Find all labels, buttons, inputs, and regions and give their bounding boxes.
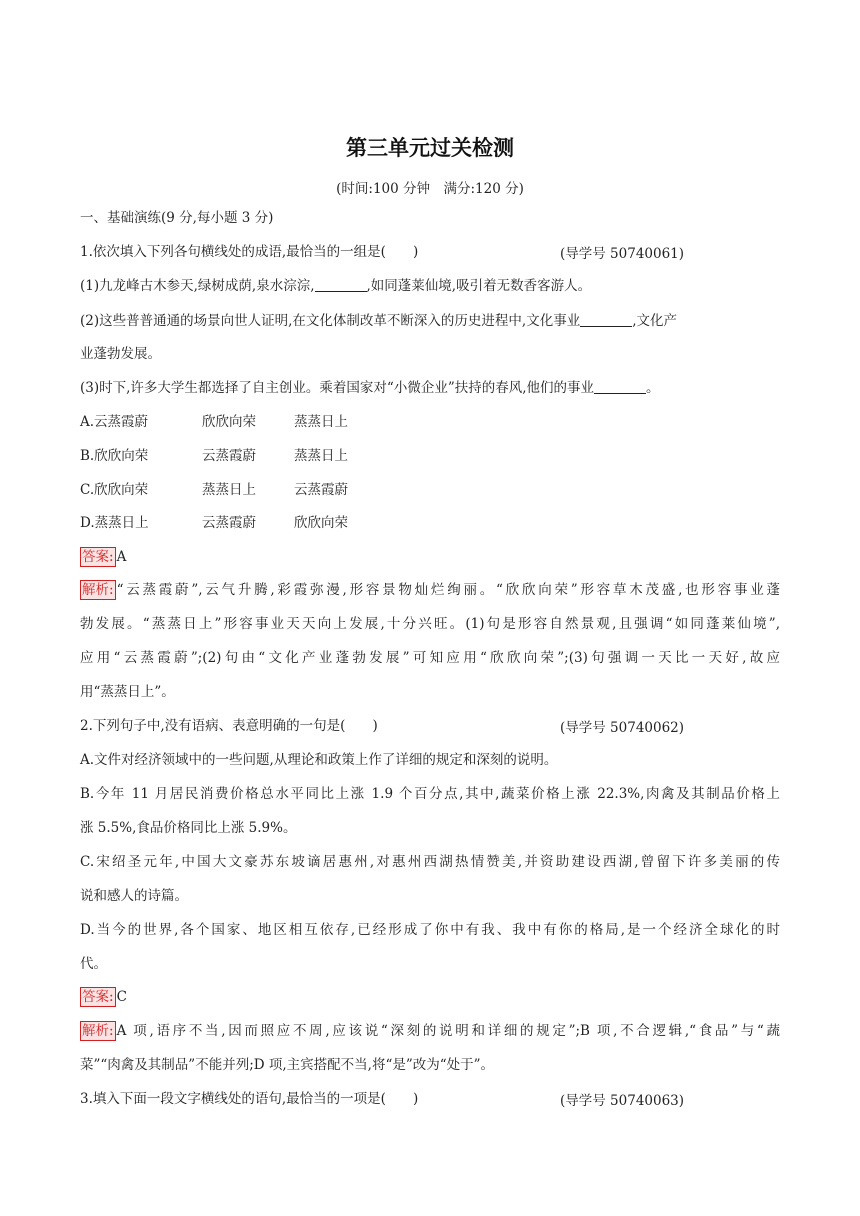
- q2-option-d: D.当今的世界,各个国家、地区相互依存,已经形成了你中有我、我中有你的格局,是一个经济全球化的时: [80, 922, 780, 938]
- q1-option-d: D.蒸蒸日上 云蒸霞蔚 欣欣向荣: [80, 515, 348, 531]
- q1-analysis-line-4: 用“蒸蒸日上”。: [80, 684, 175, 700]
- q2-option-b-cont: 涨 5.5%,食品价格同比上涨 5.9%。: [80, 820, 297, 836]
- fill-blank: [580, 312, 632, 327]
- q2-option-d-cont: 代。: [80, 956, 107, 972]
- q2-option-c-cont: 说和感人的诗篇。: [80, 888, 188, 904]
- section-heading: 一、基础演练(9 分,每小题 3 分): [80, 210, 274, 226]
- q3-stem: 3.填入下面一段文字横线处的语句,最恰当的一项是( ): [80, 1091, 419, 1107]
- analysis-label: 解析:: [82, 1023, 114, 1039]
- q2-analysis-line-1: 解析: A 项,语序不当,因而照应不周,应该说“深刻的说明和详细的规定”;B 项,不合逻辑,“食品”与“蔬: [82, 1023, 780, 1039]
- analysis-label: 解析:: [82, 582, 114, 598]
- q1-analysis-line-2: 勃发展。“蒸蒸日上”形容事业天天向上发展,十分兴旺。(1)句是形容自然景观,且强调“如同蓬莱仙境”,: [80, 616, 780, 632]
- answer-label: 答案:: [82, 549, 114, 565]
- q2-option-a: A.文件对经济领域中的一些问题,从理论和政策上作了详细的规定和深刻的说明。: [80, 752, 558, 768]
- page-title: 第三单元过关检测: [346, 136, 514, 160]
- exam-info: (时间:100 分钟 满分:120 分): [336, 181, 524, 197]
- q1-answer: 答案: A: [82, 549, 127, 565]
- answer-label: 答案:: [82, 989, 114, 1005]
- q3-ref-number: (导学号 50740063): [560, 1093, 685, 1109]
- q1-sentence-1: (1)九龙峰古木参天,绿树成荫,泉水淙淙, ,如同蓬莱仙境,吸引着无数香客游人。: [80, 278, 592, 294]
- q2-option-b: B.今年 11 月居民消费价格总水平同比上涨 1.9 个百分点,其中,蔬菜价格上涨 22.3%,肉禽及其制品价格上: [80, 786, 780, 802]
- q1-option-b: B.欣欣向荣 云蒸霞蔚 蒸蒸日上: [80, 448, 348, 464]
- q1-ref-number: (导学号 50740061): [560, 246, 685, 262]
- q2-option-c: C.宋绍圣元年,中国大文豪苏东坡谪居惠州,对惠州西湖热情赞美,并资助建设西湖,曾留下许多美丽的传: [80, 854, 780, 870]
- q1-stem: 1.依次填入下列各句横线处的成语,最恰当的一组是( ): [80, 244, 419, 260]
- fill-blank: [594, 379, 646, 394]
- q1-option-c: C.欣欣向荣 蒸蒸日上 云蒸霞蔚: [80, 482, 348, 498]
- q1-sentence-2: (2)这些普普通通的场景向世人证明,在文化体制改革不断深入的历史进程中,文化事业 ,文化产: [80, 313, 678, 329]
- q2-stem: 2.下列句子中,没有语病、表意明确的一句是( ): [80, 718, 378, 734]
- q2-answer: 答案: C: [82, 989, 127, 1005]
- q1-analysis-line-1: 解析: “云蒸霞蔚”,云气升腾,彩霞弥漫,形容景物灿烂绚丽。“欣欣向荣”形容草木茂盛,也形容事业蓬: [82, 582, 780, 598]
- q1-option-a: A.云蒸霞蔚 欣欣向荣 蒸蒸日上: [80, 414, 348, 430]
- q2-analysis-line-2: 菜”“肉禽及其制品”不能并列;D 项,主宾搭配不当,将“是”改为“处于”。: [80, 1057, 495, 1073]
- q1-sentence-3: (3)时下,许多大学生都选择了自主创业。乘着国家对“小微企业”扶持的春风,他们的事业 。: [80, 380, 660, 396]
- q1-sentence-2-cont: 业蓬勃发展。: [80, 346, 161, 362]
- q1-analysis-line-3: 应用“云蒸霞蔚”;(2)句由“文化产业蓬勃发展”可知应用“欣欣向荣”;(3)句强调一天比一天好,故应: [80, 650, 780, 666]
- fill-blank: [315, 277, 367, 292]
- q2-ref-number: (导学号 50740062): [560, 720, 685, 736]
